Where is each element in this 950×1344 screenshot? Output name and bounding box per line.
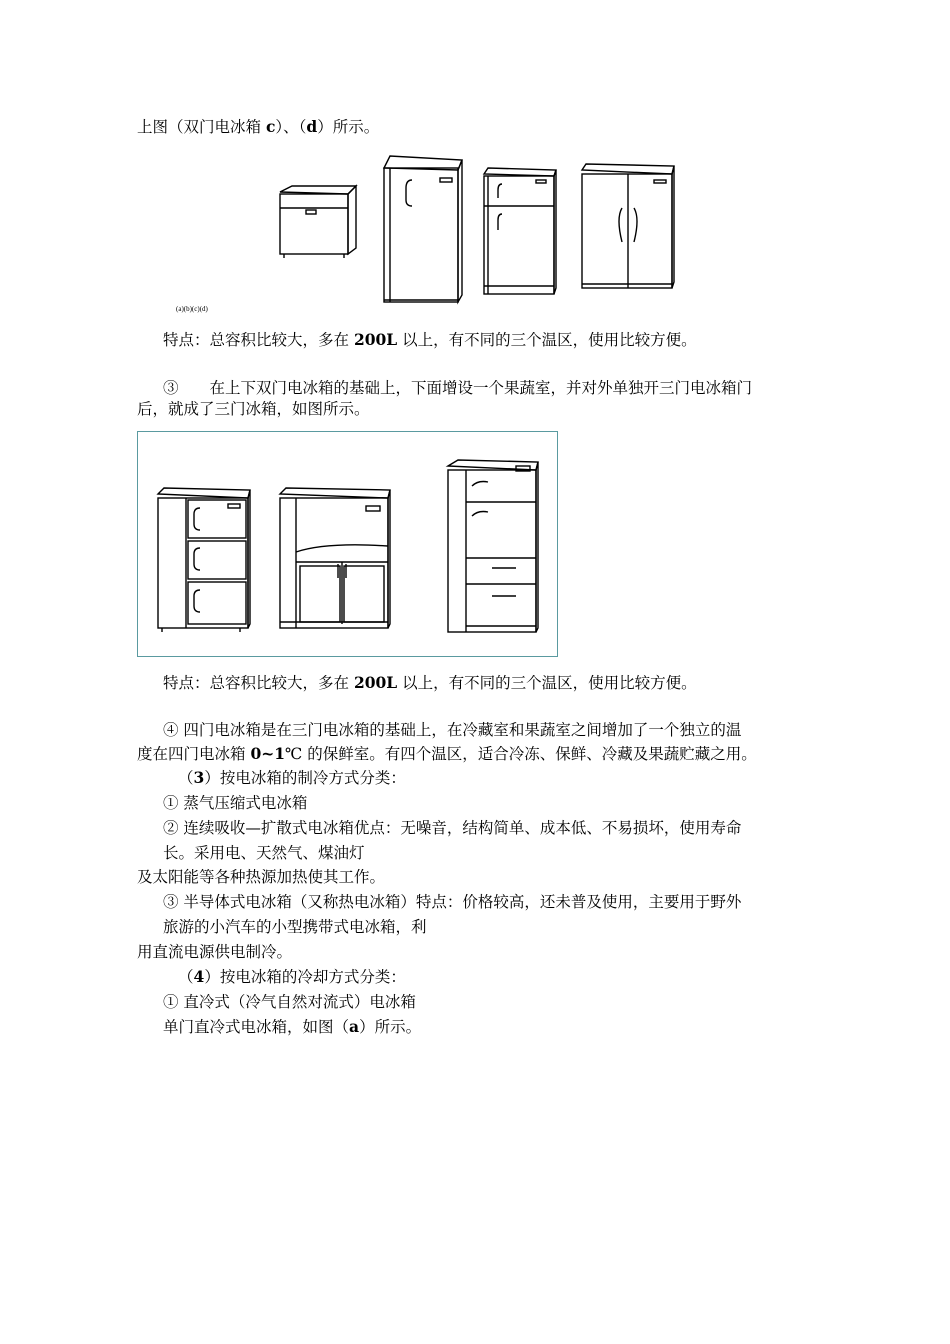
item-absorption-line3: 及太阳能等各种热源加热使其工作。	[137, 868, 386, 886]
item-single-door-direct: 单门直冷式电冰箱，如图（a）所示。	[163, 1017, 422, 1036]
item-direct-cooling: ① 直冷式（冷气自然对流式）电冰箱	[163, 993, 416, 1011]
three-door-fridge-3-illustration	[448, 460, 538, 632]
fridge-a-illustration	[280, 186, 356, 258]
paragraph-four-door-line2: 度在四门电冰箱 0~1℃ 的保鲜室。有四个温区，适合冷冻、保鲜、冷藏及果蔬贮藏之用。	[137, 744, 757, 763]
item-vapor-compression: ① 蒸气压缩式电冰箱	[163, 794, 308, 812]
fridge-d-illustration	[582, 164, 674, 288]
three-door-fridge-1-illustration	[158, 488, 250, 632]
paragraph-four-door-line1: ④ 四门电冰箱是在三门电冰箱的基础上，在冷藏室和果蔬室之间增加了一个独立的温	[163, 721, 742, 739]
fridge-figure-three-door	[140, 434, 555, 654]
fridge-c-illustration	[484, 168, 556, 294]
paragraph-three-door-line1: ③ 在上下双门电冰箱的基础上，下面增设一个果蔬室，并对外单独开三门电冰箱门	[163, 379, 753, 397]
section-4-heading: （4）按电冰箱的冷却方式分类：	[178, 967, 406, 986]
section-3-heading: （3）按电冰箱的制冷方式分类：	[178, 768, 406, 787]
item-semiconductor-line2: 旅游的小汽车的小型携带式电冰箱，利	[163, 918, 427, 936]
three-door-fridge-2-illustration	[280, 488, 390, 628]
figure-caption: (a)(b)(c)(d)	[176, 305, 208, 313]
feature-text-2: 特点：总容积比较大，多在 200L 以上，有不同的三个温区，使用比较方便。	[163, 673, 697, 692]
fridge-figure-abcd	[270, 150, 690, 310]
item-absorption-line2: 长。采用电、天然气、煤油灯	[163, 844, 365, 862]
item-semiconductor-line3: 用直流电源供电制冷。	[137, 943, 293, 961]
item-semiconductor-line1: ③ 半导体式电冰箱（又称热电冰箱）特点：价格较高，还未普及使用，主要用于野外	[163, 893, 742, 911]
paragraph-double-door: 上图（双门电冰箱 c）、（d）所示。	[137, 117, 380, 136]
paragraph-three-door-line2: 后，就成了三门冰箱，如图所示。	[137, 400, 370, 418]
feature-text-1: 特点：总容积比较大，多在 200L 以上，有不同的三个温区，使用比较方便。	[163, 330, 697, 349]
item-absorption-line1: ② 连续吸收—扩散式电冰箱优点：无噪音，结构简单、成本低、不易损坏，使用寿命	[163, 819, 742, 837]
fridge-b-illustration	[384, 156, 462, 302]
